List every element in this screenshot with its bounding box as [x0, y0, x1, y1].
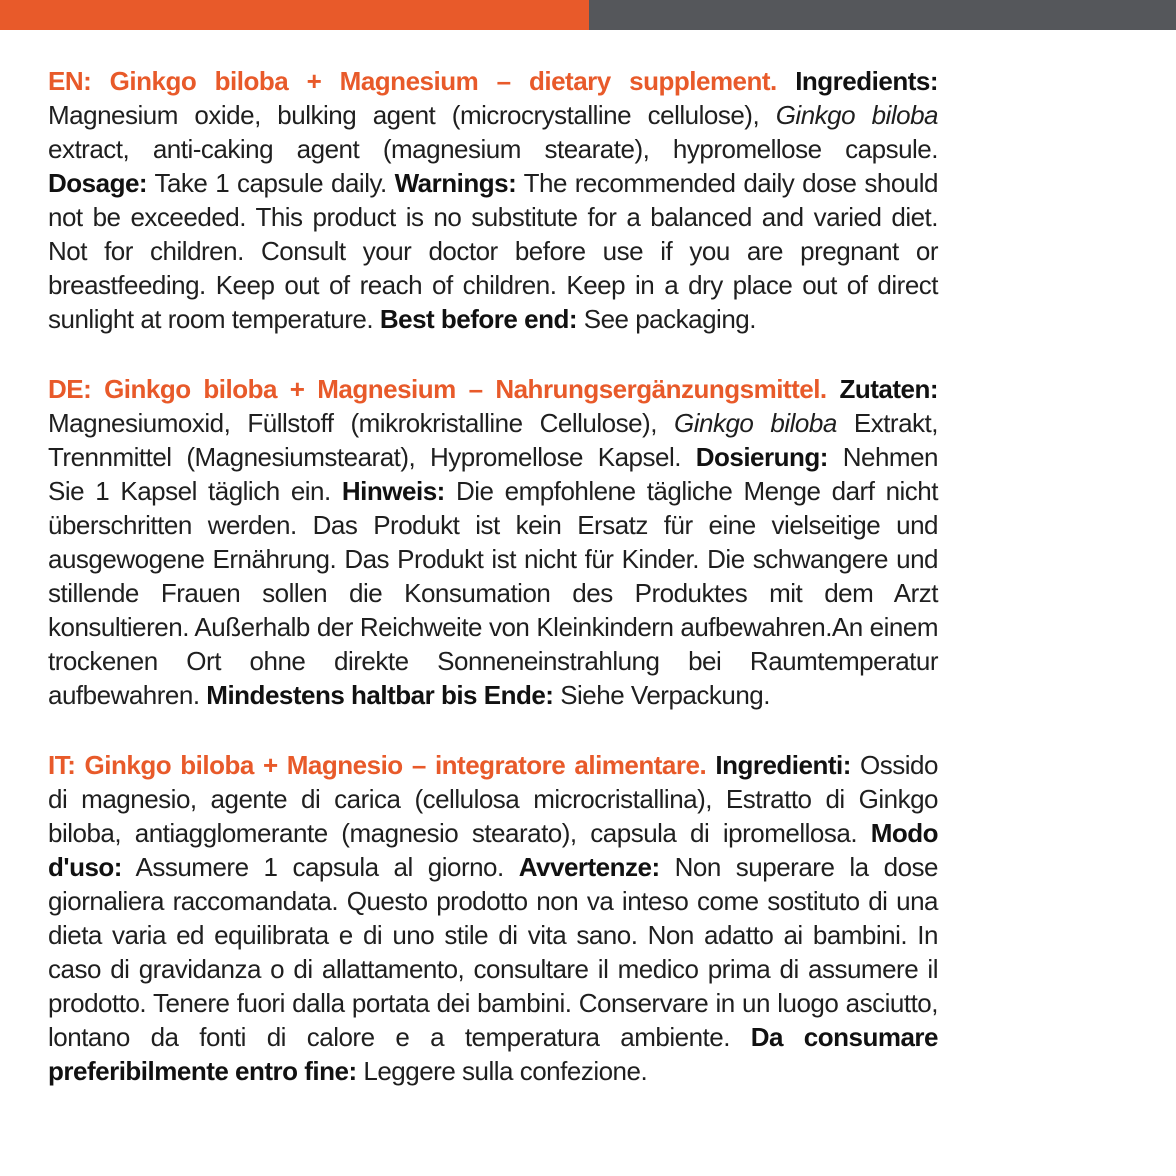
ingredients-text-it: Ossido di magnesio, agente di carica (cellulosa microcristallina), Estratto di Ginkgo biloba, antiagglomerante (magnesio stearato), capsula di ipromellosa.: [48, 750, 938, 848]
ingredients-text-de-b: Extrakt, Trennmittel (Magnesiumstearat), Hypromellose Kapsel.: [48, 408, 938, 472]
dosage-label-en: Dosage:: [48, 168, 148, 198]
label-text-block: [48, 64, 938, 1124]
top-color-bar: [0, 0, 1176, 30]
ingredients-text-en-a: Magnesium oxide, bulking agent (microcrystalline cellulose),: [48, 100, 776, 130]
ingredients-label-de: Zutaten:: [839, 374, 938, 404]
ingredients-label-en: Ingredients:: [795, 66, 938, 96]
ingredients-text-en-b: extract, anti-caking agent (magnesium stearate), hypromellose capsule.: [48, 134, 938, 164]
ingredients-italic-en: Ginkgo biloba: [775, 100, 938, 130]
warnings-text-it: Non superare la dose giornaliera raccomandata. Questo prodotto non va inteso come sostituto di una dieta varia ed equilibrata e di uno stile di vita sano. Non adatto ai bambini. In caso di gravidanza o di allattamento, consultare il medico prima di assumere il prodotto. Tenere fuori dalla portata dei bambini. Conservare in un luogo asciutto, lontano da fonti di calore e a temperatura ambiente.: [48, 852, 938, 1052]
section-it: [48, 748, 938, 1088]
best-before-label-en: Best before end:: [379, 304, 577, 334]
warnings-text-en: The recommended daily dose should not be exceeded. This product is no substitute for a balanced and varied diet. Not for children. Consult your doctor before use if you are pregnant or breastfeeding. Keep out of reach of children. Keep in a dry place out of direct sunlight at room temperature.: [48, 168, 938, 334]
dosage-label-de: Dosierung:: [695, 442, 828, 472]
ingredients-label-it: Ingredienti:: [715, 750, 851, 780]
warnings-text-de: Die empfohlene tägliche Menge darf nicht überschritten werden. Das Produkt ist kein Ersatz für eine vielseitige und ausgewogene Ernährung. Das Produkt ist nicht für Kinder. Die schwangere und stillende Frauen sollen die Konsumation des Produktes mit dem Arzt konsultieren. Außerhalb der Reichweite von Kleinkindern aufbewahren.An einem trockenen Ort ohne direkte Sonneneinstrahlung bei Raumtemperatur aufbewahren.: [48, 476, 938, 710]
heading-de: DE: Ginkgo biloba + Magnesium – Nahrungsergänzungsmittel.: [48, 374, 827, 404]
dosage-text-en: Take 1 capsule daily.: [147, 168, 395, 198]
warnings-label-de: Hinweis:: [341, 476, 445, 506]
heading-en: EN: Ginkgo biloba + Magnesium – dietary supplement.: [48, 66, 777, 96]
best-before-text-it: Leggere sulla confezione.: [356, 1056, 648, 1086]
best-before-label-it: Da consumare preferibilmente entro fine:: [48, 1022, 938, 1086]
warnings-label-it: Avvertenze:: [518, 852, 660, 882]
dosage-text-it: Assumere 1 capsula al giorno.: [121, 852, 519, 882]
dosage-label-it: Modo d'uso:: [48, 818, 938, 882]
ingredients-text-de-a: Magnesiumoxid, Füllstoff (mikrokristalline Cellulose),: [48, 408, 674, 438]
best-before-label-de: Mindestens haltbar bis Ende:: [206, 680, 554, 710]
ingredients-italic-de: Ginkgo biloba: [673, 408, 837, 438]
dosage-text-de: Nehmen Sie 1 Kapsel täglich ein.: [48, 442, 938, 506]
heading-it: IT: Ginkgo biloba + Magnesio – integratore alimentare.: [48, 750, 707, 780]
best-before-text-en: See packaging.: [577, 304, 756, 334]
warnings-label-en: Warnings:: [394, 168, 517, 198]
best-before-text-de: Siehe Verpackung.: [553, 680, 770, 710]
top-bar-grey-segment: [589, 0, 1176, 30]
top-bar-orange-segment: [0, 0, 589, 30]
section-de: [48, 372, 938, 712]
section-en: [48, 64, 938, 336]
